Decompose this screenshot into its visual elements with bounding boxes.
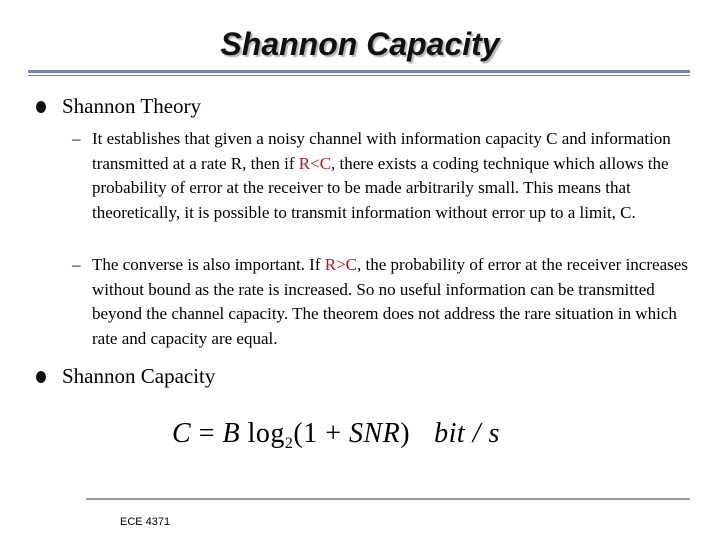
formula-snr: SNR — [349, 418, 401, 449]
title-underline — [28, 70, 690, 76]
bullet-label: Shannon Theory — [62, 94, 202, 118]
subpoint-text-part: The converse is also important. If — [92, 255, 325, 274]
formula-capacity: C — [172, 418, 192, 449]
footer-rule — [86, 498, 690, 500]
formula-bandwidth: B — [222, 418, 241, 449]
title-underline-thin — [28, 75, 690, 76]
subpoint-text — [92, 127, 692, 225]
formula-log-base: 2 — [284, 435, 294, 452]
formula-unit: bit / s — [434, 418, 500, 449]
formula-close-paren: ) — [400, 418, 411, 449]
highlight-r-greater-c: R>C — [324, 255, 358, 274]
subpoint-text-part: , there exists a coding technique which allows the probability of error at the receiver to be made arbitrarily small. This means that theoretically, it is possible to transmit information without error up to a limit, C. — [92, 153, 669, 222]
subpoint-converse — [72, 253, 692, 351]
formula-log: log — [240, 418, 285, 449]
subpoint-text — [92, 253, 692, 351]
bullet-icon — [36, 101, 46, 113]
dash-icon: – — [72, 129, 81, 148]
slide-title: Shannon Capacity — [220, 26, 500, 62]
footer-course-code: ECE 4371 — [120, 516, 171, 528]
highlight-r-less-c: R<C — [298, 153, 332, 173]
subpoint-text-part: , the probability of error at the receiver increases without bound as the rate is increased. So no useful information can be transmitted beyond the channel capacity. The theorem does not address the rare situation in which rate and capacity are equal. — [92, 255, 688, 348]
subpoint-noisy-channel — [72, 127, 692, 225]
dash-icon: – — [72, 255, 81, 274]
formula-argument: (1 + — [293, 418, 349, 449]
title-underline-thick — [28, 70, 690, 73]
shannon-capacity-formula — [172, 418, 500, 453]
bullet-shannon-capacity — [36, 364, 215, 389]
formula-equals: = — [191, 418, 223, 449]
bullet-icon — [36, 371, 46, 383]
bullet-label: Shannon Capacity — [62, 364, 216, 388]
subpoint-text-part: It establishes that given a noisy channel with information capacity C and information transmitted at a rate R, then if — [92, 129, 671, 173]
bullet-shannon-theory — [36, 94, 201, 119]
